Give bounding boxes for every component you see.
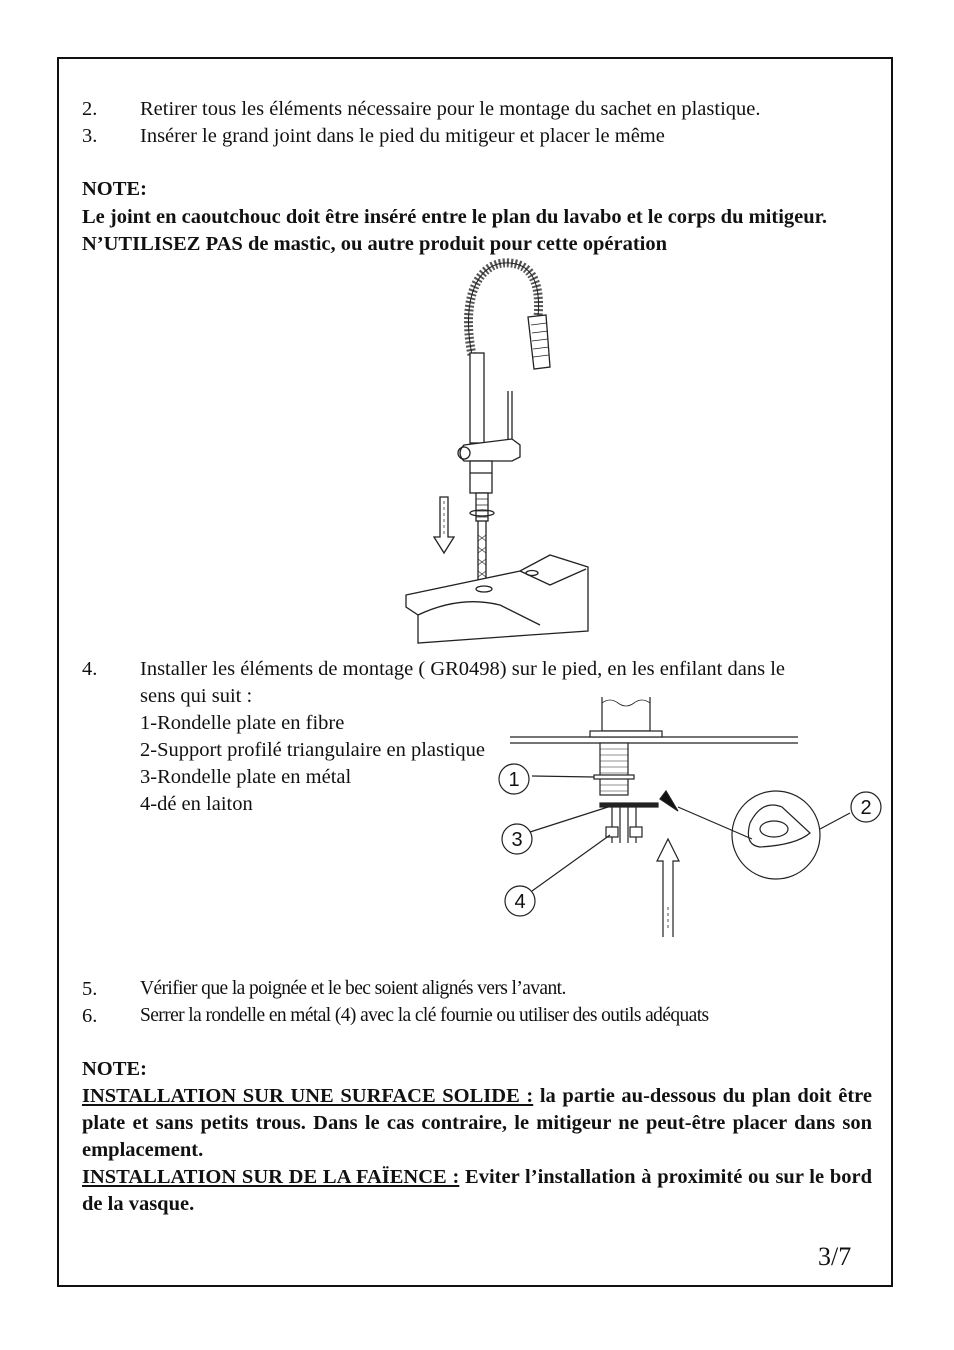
step-6-text: Serrer la rondelle en métal (4) avec la clé fournie ou utiliser des outils adéquats bbox=[140, 1005, 709, 1026]
note-1-heading: NOTE: bbox=[82, 178, 147, 200]
callout-4: 4 bbox=[514, 891, 526, 913]
step-5-number: 5. bbox=[82, 978, 98, 1000]
step-3-text: Insérer le grand joint dans le pied du mitigeur et placer le même bbox=[140, 125, 665, 147]
note-2-faience bbox=[82, 1164, 872, 1218]
step-6-number: 6. bbox=[82, 1005, 98, 1027]
faience-title: INSTALLATION SUR DE LA FAÏENCE : bbox=[82, 1166, 460, 1188]
step-4-item-2: 2-Support profilé triangulaire en plastique bbox=[140, 739, 485, 761]
step-4-number: 4. bbox=[82, 658, 98, 680]
callout-3: 3 bbox=[511, 829, 523, 851]
step-4-item-4: 4-dé en laiton bbox=[140, 793, 253, 815]
step-4-item-1: 1-Rondelle plate en fibre bbox=[140, 712, 345, 734]
callout-1: 1 bbox=[508, 769, 520, 791]
solid-surface-text: la partie au-dessous du plan doit être plate et sans petits trous. Dans le cas contraire, le mitigeur ne peut-être placer dans son emplacement. bbox=[82, 1085, 872, 1161]
step-4-item-3: 3-Rondelle plate en métal bbox=[140, 766, 352, 788]
note-1-line-2: N’UTILISEZ PAS de mastic, ou autre produit pour cette opération bbox=[82, 233, 668, 255]
note-2-solid-surface bbox=[82, 1083, 872, 1164]
step-3-number: 3. bbox=[82, 125, 98, 147]
solid-surface-title: INSTALLATION SUR UNE SURFACE SOLIDE : bbox=[82, 1085, 534, 1107]
callout-2: 2 bbox=[860, 797, 872, 819]
step-4-line-2: sens qui suit : bbox=[140, 685, 253, 707]
mounting-parts-diagram bbox=[490, 695, 890, 945]
faucet-installation-illustration bbox=[400, 255, 600, 647]
step-2-text: Retirer tous les éléments nécessaire pour le montage du sachet en plastique. bbox=[140, 98, 761, 120]
page-number: 3/7 bbox=[818, 1242, 852, 1271]
faience-text: Eviter l’installation à proximité ou sur le bord de la vasque. bbox=[82, 1166, 872, 1215]
note-2-heading: NOTE: bbox=[82, 1058, 147, 1080]
note-1-line-1: Le joint en caoutchouc doit être inséré entre le plan du lavabo et le corps du mitigeur. bbox=[82, 206, 827, 228]
step-4-line-1: Installer les éléments de montage ( GR0498) sur le pied, en les enfilant dans le bbox=[140, 658, 785, 680]
step-5-text: Vérifier que la poignée et le bec soient alignés vers l’avant. bbox=[140, 978, 566, 999]
step-2-number: 2. bbox=[82, 98, 98, 120]
